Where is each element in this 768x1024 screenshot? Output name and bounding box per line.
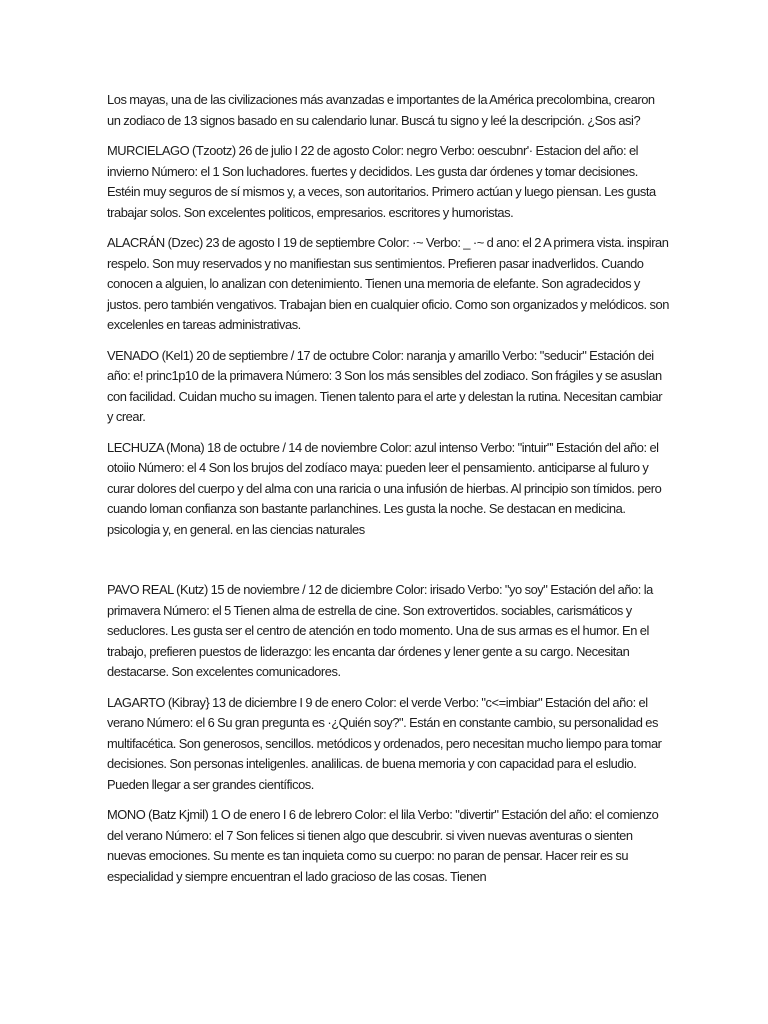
intro-paragraph: Los mayas, una de las civilizaciones más avanzadas e importantes de la América precolombina, crearon un zodiaco de 13 signos basado en su calendario lunar. Buscá tu signo y leé la descripción. ¿Sos asi? [107,92,655,128]
paragraph-gap [107,550,669,580]
sign-paragraph-venado: VENADO (Kel1) 20 de septiembre / 17 de octubre Color: naranja y amarillo Verbo: "seducir" Estación dei año: e! princ1p10 de la primavera Número: 3 Son los más sensibles del zodiaco. Son frágiles y se asuslan con facilidad. Cuidan mucho su imagen. Tienen talento para el arte y delestan la rutina. Necesitan cambiar y crear. [107,347,663,424]
sign-paragraph-alacran: ALACRÁN (Dzec) 23 de agosto I 19 de septiembre Color: ·~ Verbo: _ ·~ d ano: el 2 A primera vista. inspiran respelo. Son muy reservados y no manifiestan sus sentimientos. Prefieren pasar inadverlidos. Cuando conocen a alguien, lo analizan con detenimiento. Tienen una memoria de elefante. Son agradecidos y justos. pero también vengativos. Trabajan bien en cualquier oficio. Como son organizados y melódicos. son excelenles en tareas administrativas. [107,235,669,332]
document-body [107,90,669,897]
sign-paragraph-pavo-real: PAVO REAL (Kutz) 15 de noviembre / 12 de diciembre Color: irisado Verbo: "yo soy" Estación del año: la primavera Número: el 5 Tienen alma de estrella de cine. Son extrovertidos. sociables, carismáticos y seduclores. Les gusta ser el centro de atención en todo momento. Una de sus armas es el humor. En el trabajo, prefieren puestos de liderazgo: les encanta dar órdenes y lener gente a su cargo. Necesitan destacarse. Son excelentes comunicadores. [107,582,653,679]
sign-paragraph-lechuza: LECHUZA (Mona) 18 de octubre / 14 de noviembre Color: azul intenso Verbo: "intuir"' Estación del año: el otoiio Número: el 4 Son los brujos del zodíaco maya: pueden leer el pensamiento. anticiparse al fuluro y curar dolores del cuerpo y del alma con una raricia o una infusión de hierbas. Al principio son tímidos. pero cuando loman confianza son bastante parlanchines. Les gusta la noche. Se destacan en medicina. psicologia y, en general. en las ciencias naturales [107,439,662,537]
sign-paragraph-mono: MONO (Batz Kjmil) 1 O de enero I 6 de lebrero Color: el lila Verbo: "divertir" Estación del año: el comienzo del verano Número: el 7 Son felices si tienen algo que descubrir. si viven nuevas aventuras o sienten nuevas emociones. Su mente es tan inquieta como su cuerpo: no paran de pensar. Hacer reir es su especialidad y siempre encuentran el lado gracioso de las cosas. Tienen [107,807,659,884]
sign-paragraph-murcielago: MURCIELAGO (Tzootz) 26 de julio I 22 de agosto Color: negro Verbo: oescubnr'· Estacion del año: el invierno Número: el 1 Son luchadores. fuertes y decididos. Les gusta dar órdenes y tomar decisiones. Estéin muy seguros de sí mismos y, a veces, son autoritarios. Primero actúan y luego piensan. Les gusta trabajar solos. Son excelentes politicos, empresarios. escritores y humoristas. [107,143,656,220]
sign-paragraph-lagarto: LAGARTO (Kibray} 13 de diciembre I 9 de enero Color: el verde Verbo: "c<=imbiar" Estación del año: el verano Número: el 6 Su gran pregunta es ·¿Quién soy?". Están en constante cambio, su personalidad es multifacética. Son generosos, sencillos. metódicos y ordenados, pero necesitan mucho liempo para tomar decisiones. Son personas inteligenles. analilicas. de buena memoria y con capacidad para el esludio. Pueden llegar a ser grandes científicos. [107,694,662,792]
